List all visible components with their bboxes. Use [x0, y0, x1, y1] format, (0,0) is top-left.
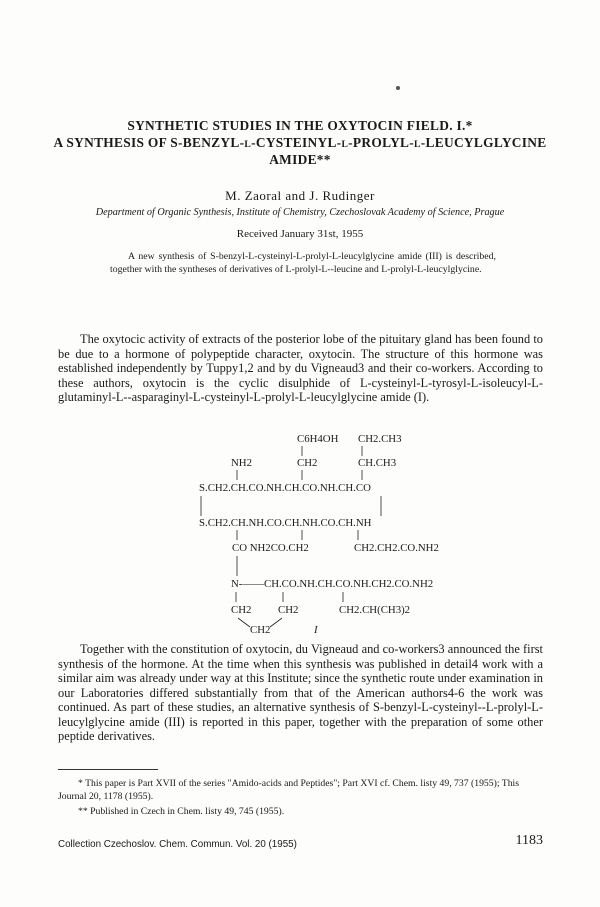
title-line-3: AMIDE**: [269, 152, 331, 167]
formula-r4: S.CH2.CH.NH.CO.CH.NH.CO.CH.NH: [199, 517, 372, 529]
formula-r7-b: CH2: [278, 604, 299, 616]
formula-r1-a: C6H4OH: [297, 433, 339, 445]
title-line-2: A SYNTHESIS OF S-BENZYL-L-CYSTEINYL-L-PROLYL-L-LEUCYLGLYCINE: [53, 135, 547, 150]
formula-r5-b: CH2.CH2.CO.NH2: [354, 542, 439, 554]
page-number: 1183: [515, 833, 543, 848]
formula-r7-a: CH2: [231, 604, 252, 616]
formula-r3: S.CH2.CH.CO.NH.CH.CO.NH.CH.CO: [199, 482, 371, 494]
affiliation: Department of Organic Synthesis, Institute of Chemistry, Czechoslovak Academy of Science, Prague: [95, 207, 505, 218]
footnote-rule: [58, 769, 158, 770]
journal-footer: Collection Czechoslov. Chem. Commun. Vol. 20 (1955): [58, 839, 297, 850]
authors: M. Zaoral and J. Rudinger: [225, 188, 375, 203]
formula-r1-b: CH2.CH3: [358, 433, 402, 445]
title-line-1: SYNTHETIC STUDIES IN THE OXYTOCIN FIELD. I.*: [127, 118, 473, 133]
formula-r7-c: CH2.CH(CH3)2: [339, 604, 411, 616]
formula-r8: CH2: [250, 624, 271, 636]
received-date: Received January 31st, 1955: [236, 228, 364, 240]
formula-r5-a: CO NH2CO.CH2: [232, 542, 309, 554]
paragraph-1: The oxytocic activity of extracts of the posterior lobe of the pituitary gland has been found to be due to a hormone of polypeptide character, oxytocin. The structure of this hormone was established independently by Tuppy1,2 and by du Vigneaud3 and their co-workers. According to these authors, oxytocin is the cyclic disulphide of L-cysteinyl-L-tyrosyl-L-isoleucyl-L-glutaminyl-L--asparaginyl-L-cysteinyl-L-prolyl-L-leucylglycine amide (I).: [58, 332, 543, 404]
paragraph-2: Together with the constitution of oxytocin, du Vigneaud and co-workers3 announced the first synthesis of the hormone. At the time when this synthesis was published in detail4 work with a similar aim was already under way at this Institute; since the synthetic route under examination in our Laboratories differed substantially from that of the American authors4-6 the work was continued. As part of these studies, an alternative synthesis of S-benzyl-L-cysteinyl--L-prolyl-L-leucylglycine amide (III) is reported in this paper, together with the preparation of some other peptide derivatives.: [58, 642, 543, 743]
formula-r2-b: CH2: [297, 457, 318, 469]
formula-label: I: [314, 624, 318, 636]
abstract: A new synthesis of S-benzyl-L-cysteinyl-L-prolyl-L-leucylglycine amide (III) is described, together with the syntheses of derivatives of L-prolyl-L--leucine and L-prolyl-L-leucylglycine.: [110, 251, 496, 275]
footnote-2: ** Published in Czech in Chem. listy 49, 745 (1955).: [78, 806, 285, 817]
formula-r2-a: NH2: [231, 457, 252, 469]
formula-r6: N-——CH.CO.NH.CH.CO.NH.CH2.CO.NH2: [231, 578, 434, 590]
footnote-1: * This paper is Part XVII of the series "Amido-acids and Peptides"; Part XVI cf. Chem. listy 49, 737 (1955); This Journal 20, 1178 (1955).: [58, 778, 519, 802]
formula-r2-c: CH.CH3: [358, 457, 397, 469]
